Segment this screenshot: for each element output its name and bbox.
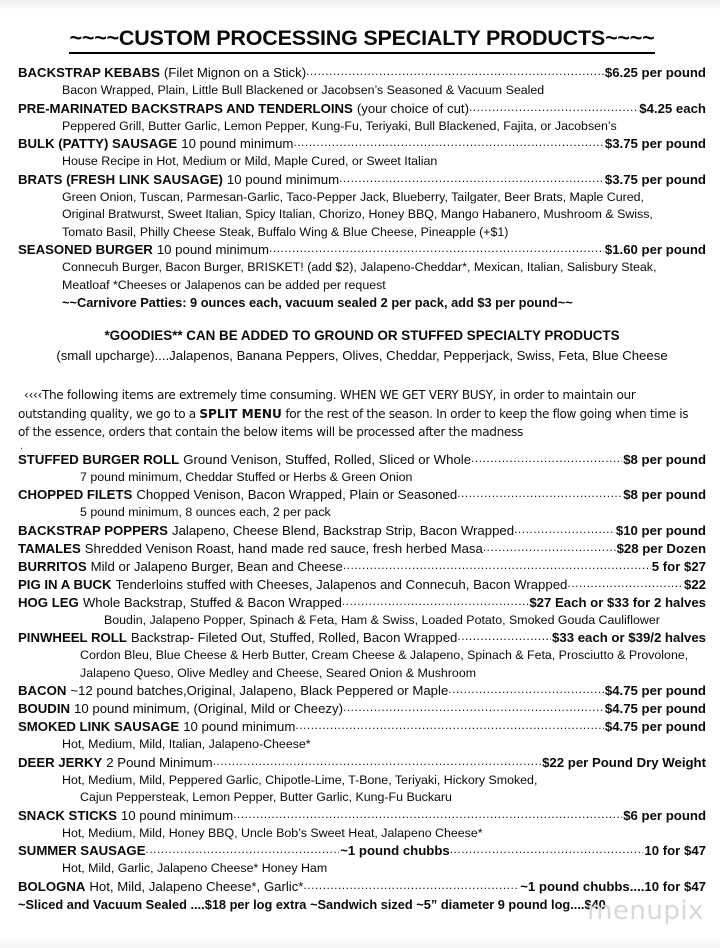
- leader-dots: [514, 522, 615, 538]
- item-options: Original Bratwurst, Sweet Italian, Spicy Italian, Chorizo, Honey BBQ, Mango Habanero, Mushroom & Swiss,: [62, 207, 653, 221]
- menu-sheet: [0, 10, 720, 938]
- item-name: BRATS (FRESH LINK SAUSAGE): [18, 171, 223, 187]
- leader-dots: [339, 171, 604, 187]
- leader-dots: [567, 576, 683, 592]
- bottom-edge-band: [0, 938, 720, 948]
- item-price: $4.25 each: [639, 100, 706, 116]
- item-options: Jalapeno Queso, Olive Medley and Cheese, Seared Onion & Mushroom: [80, 665, 477, 680]
- item-description: 10 pound minimum: [120, 807, 234, 823]
- item-options: 7 pound minimum, Cheddar Stuffed or Herbs & Green Onion: [80, 469, 413, 484]
- item-name: TAMALES: [18, 540, 81, 556]
- leader-dots: [342, 594, 529, 610]
- item-name: SMOKED LINK SAUSAGE: [18, 719, 180, 734]
- notice-text-part-one: ‹‹‹‹The following items are extremely time consuming. WHEN WE GET VERY BUSY, in order to maintain our outstanding quality, we go to a: [18, 388, 636, 421]
- item-description: Tenderloins stuffed with Cheeses, Jalapenos and Connecuh, Bacon Wrapped: [115, 576, 568, 592]
- menu-item-row: [18, 629, 706, 647]
- item-options: Boudin, Jalapeno Popper, Spinach & Feta, Ham & Swiss, Loaded Potato, Smoked Gouda Cauliflower: [104, 612, 660, 627]
- leader-dots: [448, 682, 604, 698]
- carnivore-patties-note: ~~Carnivore Patties: 9 ounces each, vacuum sealed 2 per pack, add $3 per pound~~: [62, 295, 573, 310]
- item-price: $3.75 per pound: [604, 136, 706, 151]
- item-price: $8 per pound: [623, 487, 706, 502]
- item-name: BOLOGNA: [18, 878, 86, 894]
- menu-item-row: [18, 718, 706, 736]
- leader-dots: [303, 878, 519, 894]
- top-edge-band: [0, 0, 720, 10]
- item-description: 10 pound minimum, (Original, Mild or Cheezy): [74, 701, 344, 716]
- item-price: $4.75 per pound: [604, 683, 706, 698]
- item-options: Meatloaf *Cheeses or Jalapenos can be added per request: [62, 277, 386, 292]
- stray-punctuation-mark: .: [20, 439, 24, 452]
- leader-dots: [146, 842, 340, 858]
- leader-dots: [295, 718, 604, 734]
- item-name: BACON: [18, 683, 67, 698]
- item-options: Cajun Peppersteak, Lemon Pepper, Butter Garlic, Kung-Fu Buckaru: [80, 790, 452, 804]
- item-name: DEER JERKY: [18, 754, 103, 770]
- goodies-section: [18, 326, 706, 366]
- menu-item-row: [18, 241, 706, 259]
- item-options: Tomato Basil, Philly Cheese Steak, Buffalo Wing & Blue Cheese, Pineapple (+$1): [62, 224, 509, 239]
- leader-dots: [233, 807, 622, 823]
- item-price: $1.60 per pound: [604, 242, 706, 257]
- leader-dots: [469, 100, 638, 116]
- item-description: Hot, Mild, Jalapeno Cheese*, Garlic*: [89, 878, 304, 894]
- leader-dots: [213, 754, 542, 770]
- leader-dots: [293, 135, 603, 151]
- menu-item-row: [18, 540, 706, 558]
- item-price: $22: [683, 576, 706, 592]
- item-description: 2 Pound Minimum: [106, 754, 213, 770]
- item-price: $22 per Pound Dry Weight: [542, 754, 706, 770]
- item-description: Ground Venison, Stuffed, Rolled, Sliced or Whole: [183, 451, 472, 467]
- item-name: BULK (PATTY) SAUSAGE: [18, 136, 178, 151]
- item-options: Hot, Mild, Garlic, Jalapeno Cheese* Honey Ham: [62, 861, 328, 875]
- leader-dots: [306, 64, 604, 80]
- item-options: Peppered Grill, Butter Garlic, Lemon Pepper, Kung-Fu, Teriyaki, Bull Blackened, Fajita, or Jacobsen’s: [62, 118, 617, 133]
- menu-item-row: [18, 594, 706, 612]
- item-options: Bacon Wrapped, Plain, Little Bull Blackened or Jacobsen’s Seasoned & Vacuum Sealed: [62, 83, 545, 97]
- item-name: SEASONED BURGER: [18, 242, 153, 257]
- split-menu-emphasis: SPLIT MENU: [199, 406, 282, 421]
- item-name: PINWHEEL ROLL: [18, 630, 127, 645]
- leader-dots: [450, 842, 644, 858]
- menu-item-row: [18, 522, 706, 540]
- menu-item-row: [18, 682, 706, 700]
- item-options: Hot, Medium, Mild, Honey BBQ, Uncle Bob’s Sweet Heat, Jalapeno Cheese*: [62, 825, 483, 840]
- menu-item-row: [18, 64, 706, 82]
- item-price: 5 for $27: [651, 558, 706, 574]
- item-price: $33 each or $39/2 halves: [552, 630, 706, 645]
- menupix-watermark: menupix: [587, 896, 704, 926]
- menu-item-row: [18, 807, 706, 825]
- item-price: $4.75 per pound: [604, 701, 706, 716]
- leader-dots: [269, 241, 604, 257]
- leader-dots: [343, 558, 651, 574]
- leader-dots: [483, 540, 616, 556]
- item-price: ~1 pound chubbs....10 for $47: [520, 878, 706, 894]
- menu-item-row: [18, 100, 706, 118]
- menu-item-row: [18, 171, 706, 189]
- item-name: BURRITOS: [18, 558, 87, 574]
- item-description: Shredded Venison Roast, hand made red sauce, fresh herbed Masa: [84, 540, 483, 556]
- item-description: Mild or Jalapeno Burger, Bean and Cheese: [90, 558, 343, 574]
- item-price: $6.25 per pound: [604, 65, 706, 80]
- item-name: HOG LEG: [18, 594, 79, 610]
- item-name: CHOPPED FILETS: [18, 487, 133, 502]
- item-options: Hot, Medium, Mild, Peppered Garlic, Chipotle-Lime, T-Bone, Teriyaki, Hickory Smoked,: [62, 772, 538, 787]
- item-name: STUFFED BURGER ROLL: [18, 451, 180, 467]
- split-menu-notice: [18, 386, 706, 442]
- goodies-heading: *GOODIES** CAN BE ADDED TO GROUND OR STUFFED SPECIALTY PRODUCTS: [104, 328, 620, 343]
- menu-item-row: [18, 486, 706, 504]
- item-name: PRE-MARINATED BACKSTRAPS AND TENDERLOINS: [18, 100, 353, 116]
- leader-dots: [457, 486, 622, 502]
- leader-dots: [457, 629, 551, 645]
- item-description: (your choice of cut): [356, 100, 469, 116]
- item-description: Jalapeno, Cheese Blend, Backstrap Strip, Bacon Wrapped: [171, 522, 515, 538]
- item-price: 10 for $47: [644, 843, 706, 858]
- item-price: $4.75 per pound: [604, 719, 706, 734]
- item-price: $27 Each or $33 for 2 halves: [529, 594, 706, 610]
- item-options: Cordon Bleu, Blue Cheese & Herb Butter, Cream Cheese & Jalapeno, Spinach & Feta, Prosciutto & Provolone,: [80, 648, 689, 662]
- item-name: PIG IN A BUCK: [18, 576, 112, 592]
- menu-item-row: [18, 754, 706, 772]
- item-name: BOUDIN: [18, 701, 71, 716]
- item-options: Green Onion, Tuscan, Parmesan-Garlic, Taco-Pepper Jack, Blueberry, Tailgater, Beer Brats, Maple Cured,: [62, 189, 644, 204]
- item-description: Chopped Venison, Bacon Wrapped, Plain or Seasoned: [136, 487, 458, 502]
- slicing-and-packaging-note: ~Sliced and Vacuum Sealed ....$18 per log extra ~Sandwich sized ~5” diameter 9 pound log....$40: [18, 896, 606, 912]
- item-price: $28 per Dozen: [616, 540, 706, 556]
- item-options: Connecuh Burger, Bacon Burger, BRISKET! (add $2), Jalapeno-Cheddar*, Mexican, Italian, Salisbury Steak,: [62, 260, 657, 274]
- notice-text-part-two: for the rest of the season. In order to keep the flow going when time is of the essence, orders that contain the below items will be processed after the madness: [18, 406, 689, 439]
- section-custom-processing: [18, 64, 706, 312]
- item-price: $3.75 per pound: [604, 171, 706, 187]
- item-description: 10 pound minimum: [156, 242, 269, 257]
- item-description: (Filet Mignon on a Stick): [163, 65, 307, 80]
- item-options: 5 pound minimum, 8 ounces each, 2 per pack: [80, 505, 331, 519]
- item-name: BACKSTRAP KEBABS: [18, 65, 160, 80]
- menu-item-row: [18, 842, 706, 860]
- page-title-container: [18, 10, 706, 64]
- item-options: Hot, Medium, Mild, Italian, Jalapeno-Cheese*: [62, 737, 311, 751]
- menu-item-row: [18, 135, 706, 153]
- leader-dots: [343, 700, 604, 716]
- item-name: SUMMER SAUSAGE: [18, 843, 146, 858]
- item-name: BACKSTRAP POPPERS: [18, 522, 168, 538]
- menu-item-row: [18, 878, 706, 896]
- item-description: Whole Backstrap, Stuffed & Bacon Wrapped: [82, 594, 342, 610]
- item-description: 10 pound minimum: [226, 171, 340, 187]
- menu-item-row: [18, 451, 706, 469]
- item-description: 10 pound minimum: [183, 719, 296, 734]
- page-title: ~~~~CUSTOM PROCESSING SPECIALTY PRODUCTS~~~~: [69, 26, 654, 54]
- item-name: SNACK STICKS: [18, 807, 117, 823]
- menu-item-row: [18, 558, 706, 576]
- leader-dots: [471, 451, 622, 467]
- item-description: ~12 pound batches,Original, Jalapeno, Black Peppered or Maple: [70, 683, 449, 698]
- item-unit-label: ~1 pound chubbs: [340, 843, 450, 858]
- goodies-options: (small upcharge)....Jalapenos, Banana Peppers, Olives, Cheddar, Pepperjack, Swiss, Feta, Blue Cheese: [56, 348, 668, 363]
- item-description: Backstrap- Fileted Out, Stuffed, Rolled, Bacon Wrapped: [130, 630, 458, 645]
- item-description: 10 pound minimum: [181, 136, 294, 151]
- item-options: House Recipe in Hot, Medium or Mild, Maple Cured, or Sweet Italian: [62, 154, 438, 168]
- menu-item-row: [18, 576, 706, 594]
- item-price: $6 per pound: [623, 807, 706, 823]
- item-price: $10 per pound: [615, 522, 706, 538]
- section-time-consuming-items: [18, 451, 706, 914]
- item-price: $8 per pound: [623, 451, 706, 467]
- menu-item-row: [18, 700, 706, 718]
